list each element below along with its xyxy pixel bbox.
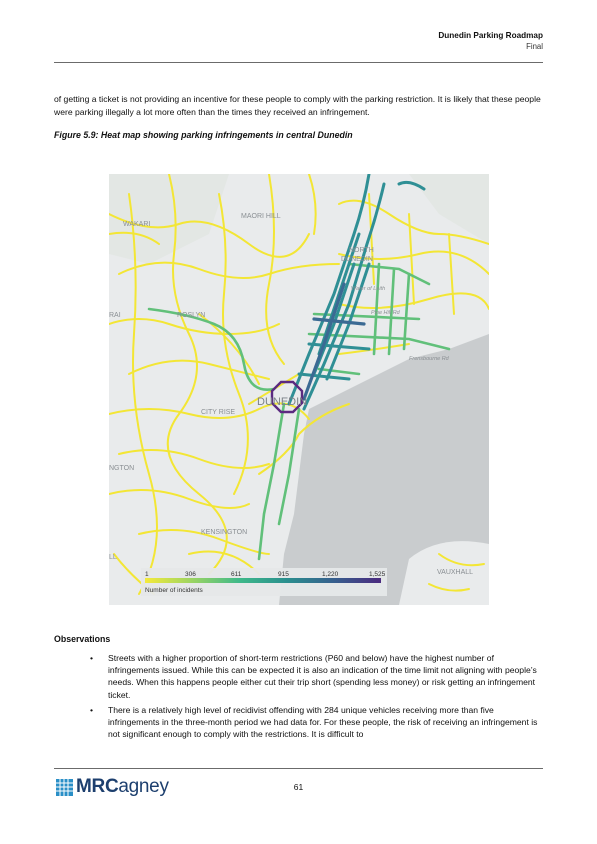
label-roslyn: ROSLYN [177, 312, 206, 319]
list-item [54, 652, 546, 701]
legend-tick: 1,220 [322, 571, 339, 578]
label-ngton: NGTON [109, 465, 135, 472]
header-rule [54, 62, 543, 63]
intro-paragraph: of getting a ticket is not providing an incentive for these people to comply with the parking restriction. It is likely that these people were parking illegally a lot more often than the times they received an infringement. [54, 94, 541, 118]
footer-rule [54, 768, 543, 769]
page-header [438, 30, 543, 52]
label-vauxhall: VAUXHALL [437, 569, 474, 576]
label-ll: LL [109, 554, 117, 561]
observations-list [54, 652, 546, 743]
label-kensington: KENSINGTON [201, 529, 248, 536]
legend-title: Number of incidents [145, 587, 203, 594]
bullet-dot: • [90, 704, 94, 715]
legend-tick: 1,525 [369, 571, 386, 578]
label-city-rise: CITY RISE [201, 409, 236, 416]
label-rai: RAI [109, 312, 121, 319]
label-maori-hill: MAORI HILL [241, 213, 281, 220]
legend-tick: 915 [278, 571, 289, 578]
map-legend [141, 568, 387, 596]
observations-heading: Observations [54, 634, 111, 644]
legend-tick: 306 [185, 571, 196, 578]
heat-map-svg [109, 174, 489, 605]
label-road-east: Frensbourne Rd [409, 356, 449, 362]
heat-map-figure [109, 174, 489, 605]
document-status: Final [526, 42, 543, 51]
label-wakari: WAKARI [123, 221, 151, 228]
label-dunedin: DUNEDIN [257, 396, 308, 408]
label-road-north: Pine Hill Rd [371, 310, 400, 316]
list-item [54, 704, 546, 741]
label-north: NORTH [349, 247, 374, 254]
legend-tick: 1 [145, 571, 149, 578]
figure-caption: Figure 5.9: Heat map showing parking infringements in central Dunedin [54, 130, 353, 140]
page-number: 61 [293, 782, 304, 792]
bullet-text: There is a relatively high level of recidivist offending with 284 unique vehicles receiving more than five infringements in the three-month period we had data for. For these people, the risk of receiving an infringement is not significant enough to comply with the restrictions. It is difficult to [108, 704, 538, 740]
bullet-text: Streets with a higher proportion of short-term restrictions (P60 and below) have the highest number of infringements issued. While this can be expected it is also an indication of the time limit not aligning with people’s needs. When this happens people either cut their trip short (spending less money) or risk getting an infringement ticket. [108, 653, 537, 700]
legend-tick: 611 [231, 571, 242, 578]
logo-wordmark: MRCagney [76, 776, 169, 797]
label-dunedin-n: DUNEDIN [341, 256, 373, 263]
document-title: Dunedin Parking Roadmap [438, 31, 543, 40]
legend-gradient-bar [145, 578, 381, 583]
label-water-of-leith: Water of Leith [351, 286, 386, 292]
bullet-dot: • [90, 653, 94, 663]
